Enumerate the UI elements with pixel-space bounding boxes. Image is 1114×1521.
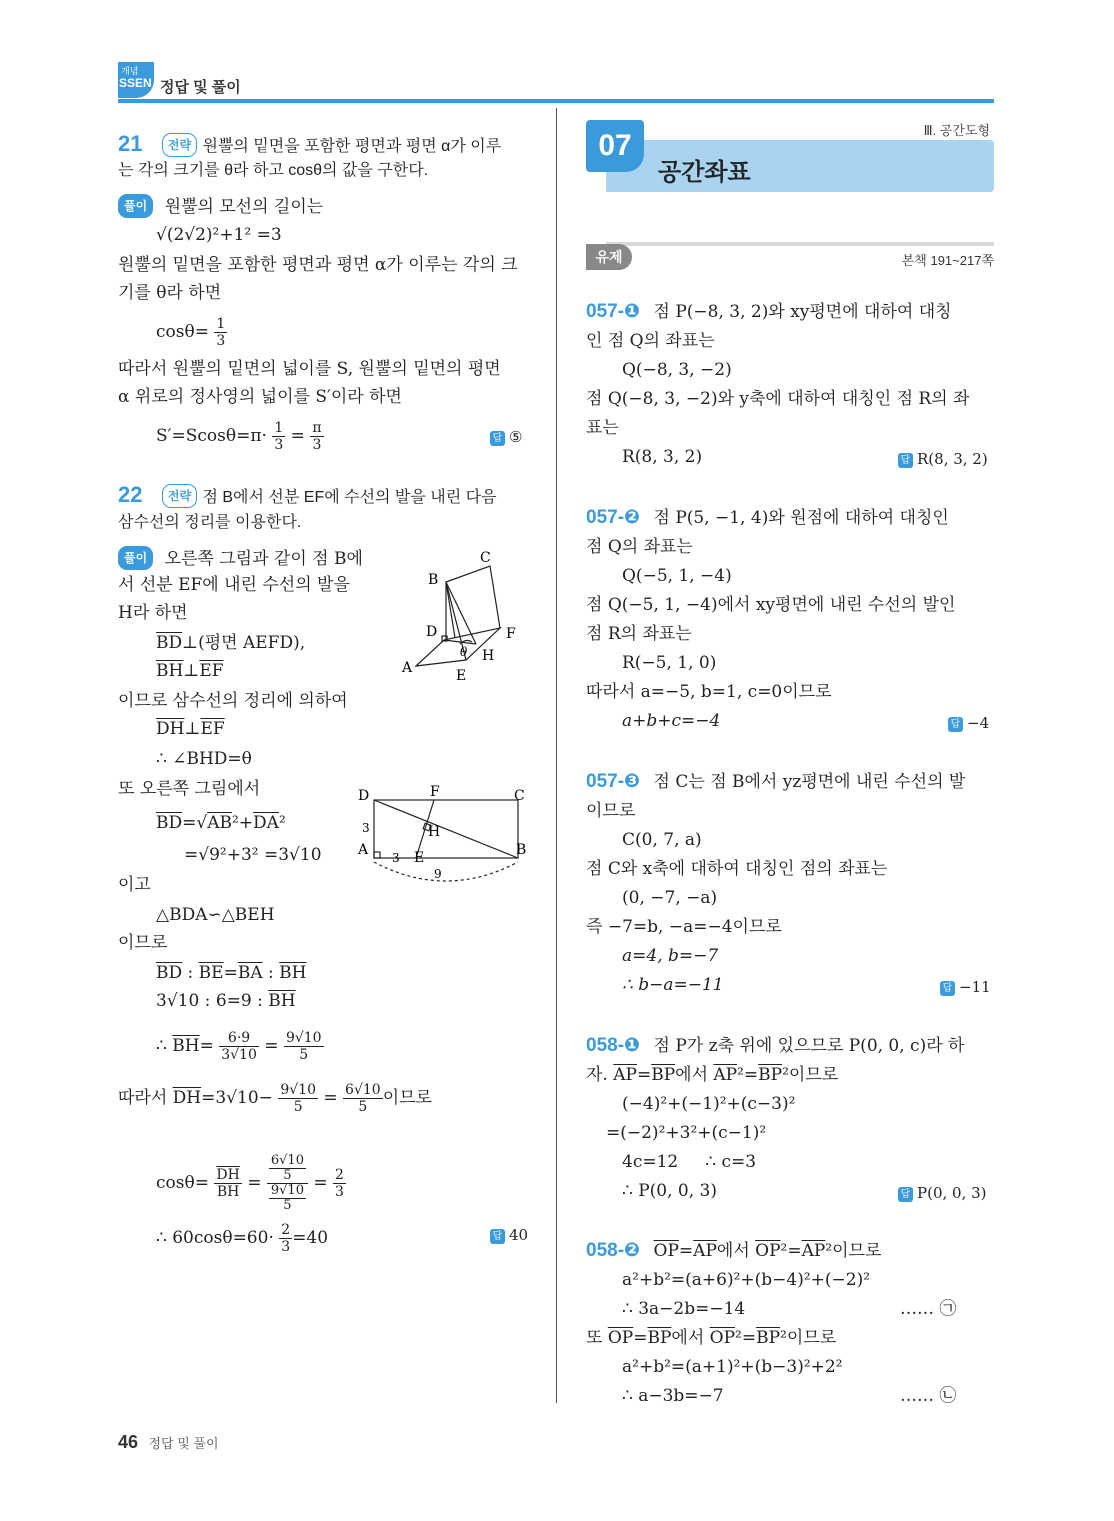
text: = [636, 1065, 652, 1085]
text: 에서 [675, 1065, 714, 1085]
formula: √(2√2)²+1² =3 [156, 225, 282, 245]
answer-icon: 답 [490, 1229, 505, 1244]
formula [156, 718, 225, 740]
unit-label: Ⅲ. 공간도형 [923, 123, 990, 138]
label-C: C [514, 788, 525, 804]
segment: $\overline{DH}$ [172, 1088, 202, 1108]
label-E: E [414, 850, 425, 866]
denominator: 5 [283, 1198, 292, 1213]
lhs: cosθ= [156, 322, 209, 342]
text: ∴ [156, 1036, 173, 1056]
denominator: 5 [358, 1099, 368, 1115]
text: ²= [780, 1241, 802, 1261]
text: 에서 [716, 1241, 756, 1261]
fraction [343, 1082, 383, 1115]
section-rule [606, 242, 994, 246]
denominator: 5 [293, 1099, 303, 1115]
segment: $\overline{AP}$ [713, 1065, 738, 1085]
formula [586, 1327, 836, 1349]
section-label: 유제 [586, 244, 632, 270]
equals: = [290, 426, 305, 446]
text: 이므로 [118, 933, 168, 953]
answer-icon: 답 [898, 453, 913, 468]
text: ∴ 60cosθ=60· [156, 1228, 274, 1248]
formula [654, 1241, 882, 1261]
segment: $\overline{OP}$ [755, 1241, 781, 1261]
text: 점 P(5, −1, 4)와 원점에 대하여 대칭인 [653, 508, 949, 528]
chapter-title: 공간좌표 [658, 159, 751, 186]
formula [156, 660, 224, 682]
formula: ∴ 3a−2b=−14 [622, 1299, 746, 1319]
formula: ∴ ∠BHD=θ [156, 749, 252, 769]
segment: AB [207, 813, 232, 833]
problem-number: 22 [118, 482, 143, 507]
numerator: 2 [335, 1167, 344, 1183]
segment: $\overline{AP}$ [613, 1065, 637, 1085]
formula: ∴ P(0, 0, 3) [622, 1181, 717, 1201]
label-B: B [516, 842, 527, 858]
problem-21-header [118, 133, 501, 158]
segment: $\overline{OP}$ [709, 1328, 736, 1348]
segment: $\overline{AP}$ [693, 1241, 717, 1261]
text: 따라서 [118, 1088, 173, 1108]
formula: Q(−5, 1, −4) [622, 566, 732, 586]
text: 즉 −7=b, −a=−4이므로 [586, 917, 782, 937]
text: 이므로 [586, 801, 636, 821]
header-title: 정답 및 풀이 [160, 79, 241, 96]
text: 또 오른쪽 그림에서 [118, 779, 261, 799]
text: = [199, 1036, 214, 1056]
equals: = [264, 1036, 279, 1056]
problem-number: 057-❸ [586, 771, 641, 792]
label-A: A [402, 660, 413, 676]
formula: (0, −7, −a) [622, 888, 718, 908]
formula: =(−2)²+3²+(c−1)² [606, 1123, 767, 1143]
answer-057-3 [940, 978, 991, 996]
text: H라 하면 [118, 603, 188, 623]
text: 또 [586, 1328, 608, 1348]
problem-057-3 [586, 771, 965, 793]
formula [586, 1064, 838, 1086]
strategy-text-2: 는 각의 크기를 θ라 하고 cosθ의 값을 구한다. [118, 162, 429, 179]
text: 따라서 a=−5, b=1, c=0이므로 [586, 682, 832, 702]
text: ⊥(평면 AEFD), [182, 633, 306, 653]
denominator: 5 [283, 1168, 292, 1183]
numerator: 6√10 [345, 1082, 381, 1098]
segment: $\overline{BP}$ [756, 1328, 781, 1348]
segment: $\overline{OP}$ [653, 1241, 679, 1261]
logo-top: 개념 [121, 66, 139, 76]
text: 점 P가 z축 위에 있으므로 P(0, 0, c)라 하 [653, 1036, 965, 1056]
answer-icon: 답 [948, 717, 963, 732]
problem-number: 057-❶ [586, 301, 641, 322]
equation-marker: …… ㉡ [900, 1386, 957, 1406]
formula [118, 1082, 432, 1115]
label-F: F [506, 626, 516, 642]
segment: $\overline{BH}$ [268, 991, 296, 1011]
text: ⊥ [184, 719, 201, 739]
label-F: F [430, 784, 440, 800]
label-H: H [428, 824, 441, 840]
text: 점 Q의 좌표는 [586, 537, 693, 557]
label-theta: θ [460, 645, 468, 659]
text: ²= [735, 1328, 757, 1348]
segment: $\overline{BH}$ [279, 963, 307, 983]
segment: $\overline{BP}$ [651, 1065, 676, 1085]
label-A: A [358, 842, 369, 858]
strategy-text-2: 삼수선의 정리를 이용한다. [118, 514, 302, 531]
text: = [678, 1241, 694, 1261]
text: 점 P(−8, 3, 2)와 xy평면에 대하여 대칭 [653, 302, 952, 322]
denominator: 5 [299, 1047, 309, 1063]
formula: C(0, 7, a) [622, 830, 702, 850]
problem-number: 21 [118, 131, 143, 156]
denominator: 3 [312, 437, 322, 453]
formula: a+b+c=−4 [622, 711, 721, 731]
complex-fraction [267, 1154, 308, 1213]
label-D: D [426, 624, 438, 640]
text: ²이므로 [780, 1328, 837, 1348]
formula [156, 1222, 328, 1255]
denominator: 3 [274, 437, 284, 453]
text: 인 점 Q의 좌표는 [586, 331, 715, 351]
formula [156, 316, 227, 349]
answer-icon: 답 [940, 981, 955, 996]
footer [118, 1432, 219, 1453]
strategy-tag: 전략 [162, 133, 197, 157]
text: 에서 [671, 1328, 710, 1348]
answer-icon: 답 [898, 1187, 913, 1202]
answer-057-1 [898, 450, 988, 468]
numerator: 6·9 [219, 1030, 259, 1047]
problem-number: 058-❷ [586, 1240, 641, 1261]
segment: $\overline{DH}$ [156, 719, 185, 739]
label-arc: 9 [434, 867, 442, 881]
header [118, 62, 994, 104]
lhs: cosθ= [156, 1173, 209, 1193]
segment: $\overline{BD}$ [156, 963, 183, 983]
strategy-tag: 전략 [162, 484, 197, 508]
strategy-text: 점 B에서 선분 EF에 수선의 발을 내린 다음 [202, 489, 497, 506]
text: 이므로 [382, 1088, 432, 1108]
numerator: 1 [274, 420, 284, 436]
text: ² [278, 813, 286, 833]
chapter-number: 07 [586, 120, 644, 172]
numerator: 1 [216, 316, 226, 332]
formula [156, 1030, 324, 1063]
label-base: 3 [392, 851, 400, 865]
problem-number: 058-❶ [586, 1035, 641, 1056]
segment: $\overline{EF}$ [200, 719, 225, 739]
solution-tag: 풀이 [118, 194, 153, 218]
segment: $\overline{BP}$ [647, 1328, 672, 1348]
problem-057-2 [586, 507, 949, 529]
text: : [262, 963, 280, 983]
section-pages: 본책 191~217쪽 [901, 253, 994, 268]
page-number: 46 [118, 1432, 139, 1452]
answer-value: P(0, 0, 3) [917, 1184, 987, 1202]
text: ⊥ [183, 661, 200, 681]
label-C: C [480, 550, 491, 566]
text: 기를 θ라 하면 [118, 283, 222, 303]
text: 이므로 삼수선의 정리에 의하여 [118, 691, 348, 711]
equals: = [247, 1173, 262, 1193]
complex-denominator [267, 1184, 308, 1213]
label-B: B [428, 572, 439, 588]
formula [156, 962, 306, 984]
text: =√ [182, 813, 208, 833]
footer-label: 정답 및 풀이 [148, 1436, 219, 1451]
figure-rectangle [352, 782, 538, 882]
denominator: 3 [216, 333, 226, 349]
numerator: 6√10 [270, 1153, 304, 1168]
text: 점 Q(−5, 1, −4)에서 xy평면에 내린 수선의 발인 [586, 595, 956, 615]
segment: $\overline{BD}$ [156, 633, 183, 653]
solution-line [118, 194, 323, 218]
answer-21 [490, 428, 522, 446]
answer-value: 40 [509, 1226, 529, 1244]
problem-058-2 [586, 1240, 881, 1262]
solution-line [118, 546, 363, 570]
fraction [272, 420, 285, 453]
formula: ∴ b−a=−11 [622, 975, 724, 995]
text: 점 Q(−8, 3, −2)와 y축에 대하여 대칭인 점 R의 좌 [586, 389, 970, 409]
label-side: 3 [362, 821, 370, 835]
formula: Q(−8, 3, −2) [622, 360, 732, 380]
complex-numerator [267, 1154, 308, 1184]
text: 점 C는 점 B에서 yz평면에 내린 수선의 발 [653, 772, 966, 792]
formula: =√9²+3² =3√10 [184, 845, 322, 865]
denominator: 3 [335, 1184, 344, 1200]
fraction [284, 1030, 324, 1063]
problem-number: 057-❷ [586, 507, 641, 528]
logo-main: SSEN [119, 76, 152, 90]
numerator: 9√10 [280, 1082, 316, 1098]
text: ²+ [231, 813, 254, 833]
strategy-text: 원뿔의 밑면을 포함한 평면과 평면 α가 이루 [202, 138, 502, 155]
logo [118, 62, 154, 98]
label-H: H [482, 648, 495, 664]
text: = [633, 1328, 648, 1348]
text: 점 R의 좌표는 [586, 624, 692, 644]
text: 원뿔의 모선의 길이는 [164, 197, 324, 217]
formula [156, 420, 324, 453]
text: α 위로의 정사영의 넓이를 S′이라 하면 [118, 387, 402, 407]
formula: 4c=12 ∴ c=3 [622, 1152, 757, 1172]
text: 원뿔의 밑면을 포함한 평면과 평면 α가 이루는 각의 크 [118, 255, 518, 275]
answer-value: −4 [967, 714, 990, 732]
fraction [279, 1222, 292, 1255]
text: ²이므로 [782, 1065, 839, 1085]
formula [156, 990, 296, 1012]
text: 따라서 원뿔의 밑면의 넓이를 S, 원뿔의 밑면의 평면 [118, 359, 501, 379]
formula: R(−5, 1, 0) [622, 653, 717, 673]
text: ²= [737, 1065, 759, 1085]
figure-prism [396, 548, 546, 688]
text: 오른쪽 그림과 같이 점 B에 [164, 549, 363, 569]
fraction [214, 316, 227, 349]
answer-value: ⑤ [509, 428, 523, 446]
formula: ∴ a−3b=−7 [622, 1386, 724, 1406]
text: 서 선분 EF에 내린 수선의 발을 [118, 575, 350, 595]
fraction [333, 1167, 346, 1200]
segment: $\overline{BH}$ [172, 1036, 200, 1056]
equals: = [323, 1088, 338, 1108]
answer-icon: 답 [490, 431, 505, 446]
numerator: 9√10 [285, 1030, 322, 1046]
formula [156, 1154, 346, 1213]
numerator: π [312, 420, 322, 436]
section-bar [586, 242, 994, 274]
segment: $\overline{BP}$ [758, 1065, 783, 1085]
text: = [223, 963, 238, 983]
formula [156, 812, 286, 834]
problem-057-1 [586, 301, 952, 323]
label-E: E [456, 668, 467, 684]
formula: (−4)²+(−1)²+(c−3)² [622, 1094, 796, 1114]
formula: R(8, 3, 2) [622, 447, 703, 467]
solution-tag: 풀이 [118, 546, 153, 570]
text: 점 C와 x축에 대하여 대칭인 점의 좌표는 [586, 859, 888, 879]
header-rule [118, 99, 994, 103]
segment: $\overline{DA}$ [253, 813, 279, 833]
segment: $\overline{EF}$ [199, 661, 224, 681]
fraction [278, 1082, 318, 1115]
answer-057-2 [948, 714, 989, 732]
problem-22-header [118, 484, 497, 509]
segment: $\overline{BD}$ [156, 813, 183, 833]
column-divider [556, 108, 557, 1403]
text: =3√10− [201, 1088, 273, 1108]
text: : [182, 963, 199, 983]
fraction [310, 420, 323, 453]
denominator: BH [216, 1184, 240, 1200]
answer-value: R(8, 3, 2) [917, 450, 988, 468]
chapter-banner [586, 120, 994, 194]
answer-22 [490, 1226, 528, 1244]
formula: a²+b²=(a+1)²+(b−3)²+2² [622, 1357, 843, 1377]
text: 자. [586, 1065, 614, 1085]
segment: $\overline{BH}$ [156, 661, 184, 681]
fraction [214, 1167, 241, 1200]
fraction [219, 1030, 259, 1063]
text: 표는 [586, 418, 619, 438]
equals: = [313, 1173, 328, 1193]
lhs: S′=Scosθ=π· [156, 426, 267, 446]
problem-058-1 [586, 1035, 964, 1057]
segment: $\overline{BE}$ [198, 963, 224, 983]
denominator: 3 [281, 1239, 291, 1255]
equation-marker: …… ㉠ [900, 1299, 957, 1319]
numerator: 9√10 [270, 1183, 304, 1198]
label-D: D [358, 788, 370, 804]
segment: $\overline{OP}$ [607, 1328, 634, 1348]
answer-value: −11 [959, 978, 991, 996]
numerator: 2 [281, 1222, 291, 1238]
text: ²이므로 [825, 1241, 882, 1261]
formula: △BDA∽△BEH [156, 905, 275, 925]
numerator: $\overline{DH}$ [216, 1167, 240, 1183]
segment: $\overline{AP}$ [801, 1241, 826, 1261]
text: 3√10 : 6=9 : [156, 991, 269, 1011]
segment: $\overline{BA}$ [237, 963, 263, 983]
denominator: 3√10 [221, 1047, 257, 1063]
formula: a²+b²=(a+6)²+(b−4)²+(−2)² [622, 1270, 871, 1290]
text: =40 [292, 1228, 329, 1248]
answer-058-1 [898, 1184, 987, 1202]
formula: a=4, b=−7 [622, 946, 719, 966]
text: 이고 [118, 875, 151, 895]
formula [156, 632, 305, 654]
